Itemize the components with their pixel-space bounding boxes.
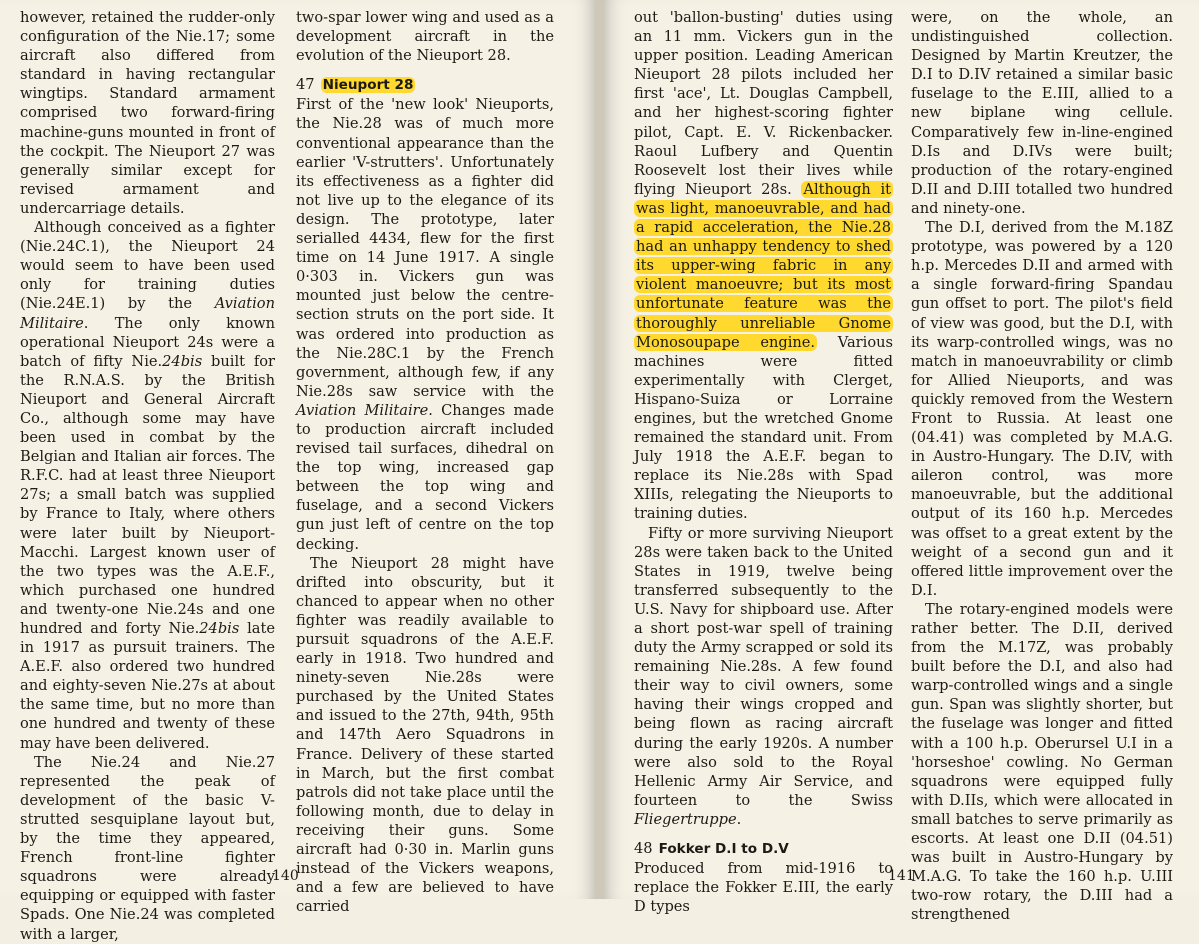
- paragraph: two-spar lower wing and used as a development aircraft in the evolution of the Nieuport 28.: [296, 9, 554, 65]
- page-number-right: 141: [888, 868, 915, 884]
- paragraph: Produced from mid-1916 to replace the Fokker E.III, the early D types: [634, 860, 893, 916]
- text-run: Although conceived as a fighter (Nie.24C.1), the Nieuport 24 would seem to have been used only for training duties (Nie.24E.1) by the: [20, 219, 275, 313]
- text-run: Various machines were fitted experimentally with Clerget, Hispano-Suiza or Lorraine engines, but the wretched Gnome remained the standard unit. From July 1918 the A.E.F. began to replace its Nie.28s with Spad XIIIs, relegating the Nieuports to training duties.: [634, 333, 894, 523]
- italic-run: Aviation Militaire: [20, 295, 275, 332]
- text-column-4: [911, 8, 1173, 925]
- text-column-2: [296, 8, 554, 916]
- text-run: .: [736, 810, 742, 828]
- italic-run: 24bis: [199, 620, 240, 637]
- paragraph: The rotary-engined models were rather better. The D.II, derived from the M.17Z, was probably built before the D.I, and also had warp-controlled wings and a single gun. Span was slightly shorter, but the fuselage was longer and fitted with a 100 h.p. Oberursel U.I in a 'horseshoe' cowling. No German squadrons were equipped fully with D.IIs, which were allocated in small batches to serve primarily as escorts. At least one D.II (04.51) was built in Austro-Hungary by M.A.G. To take the 160 h.p. U.III two-row rotary, the D.III had a strengthened: [911, 600, 1173, 924]
- text-column-1: [20, 8, 275, 944]
- text-run: out 'ballon-busting' duties using an 11 mm. Vickers gun in the upper position. Leading American Nieuport 28 pilots included her first 'ace', Lt. Douglas Campbell, and her highest-scoring fighter pilot, Capt. E. V. Rickenbacker. Raoul Lufbery and Quentin Roosevelt lost their lives while flying Nieuport 28s.: [634, 9, 893, 198]
- section-heading-nieuport-28: [296, 75, 554, 95]
- text-run: . Changes made to production aircraft included revised tail surfaces, dihedral on the top wing, increased gap between the top wing and fuselage, and a second Vickers gun just left of centre on the top decking.: [296, 401, 554, 553]
- text-run: . The only known operational Nieuport 24s were a batch of fifty Nie.: [20, 314, 275, 370]
- italic-run: 24bis: [162, 352, 203, 370]
- section-heading-fokker: [634, 839, 893, 859]
- page-number-left: 140: [272, 868, 299, 884]
- paragraph: [296, 95, 554, 553]
- paragraph: The Nie.24 and Nie.27 represented the peak of development of the basic V-strutted sesquiplane layout but, by the time they appeared, French front-line fighter squadrons were already equipping or equipped with faster Spads. One Nie.24 was completed with a larger,: [20, 753, 275, 943]
- text-run: built for the R.N.A.S. by the British Nieuport and General Aircraft Co., although some may have been used in combat by the Belgian and Italian air forces. The R.F.C. had at least three Nieuport 27s; a small batch was supplied by France to Italy, where others were later built by Nieuport-Macchi. Largest known user of the two types was the A.E.F., which purchased one hundred and twenty-one Nie.24s and one hundred and forty Nie.: [20, 352, 275, 637]
- text-run: Fifty or more surviving Nieuport 28s were taken back to the United States in 1919, twelve being transferred subsequently to the U.S. Navy for shipboard use. After a short post-war spell of training duty the Army scrapped or sold its remaining Nie.28s. A few found their way to civil owners, some having their wings cropped and being flown as racing aircraft during the early 1920s. A number were also sold to the Royal Hellenic Army Air Service, and fourteen to the Swiss: [634, 524, 893, 809]
- section-title: Fokker D.I to D.V: [658, 841, 789, 858]
- section-number: 47: [296, 76, 315, 94]
- italic-run: Aviation Militaire: [296, 401, 429, 419]
- book-gutter: [596, 0, 603, 899]
- text-run: First of the 'new look' Nieuports, the Nie.28 was of much more conventional appearance than the earlier 'V-strutters'. Unfortunately its effectiveness as a fighter did not live up to the elegance of its design. The prototype, later serialled 4434, flew for the first time on 14 June 1917. A single 0·303 in. Vickers gun was mounted just below the centre-section struts on the port side. It was ordered into production as the Nie.28C.1 by the French government, although few, if any Nie.28s saw service with the: [296, 96, 554, 400]
- paragraph: [634, 8, 893, 524]
- paragraph: were, on the whole, an undistinguished collection. Designed by Martin Kreutzer, the D.I to D.IV retained a similar basic fuselage to the E.III, allied to a new biplane wing cellule. Comparatively few in-line-engined D.Is and D.IVs were built; production of the rotary-engined D.II and D.III totalled two hundred and ninety-one.: [911, 9, 1173, 217]
- paragraph: however, retained the rudder-only configuration of the Nie.17; some aircraft also differed from standard in having rectangular wingtips. Standard armament comprised two forward-firing machine-guns mounted in front of the cockpit. The Nieuport 27 was generally similar except for revised armament and undercarriage details.: [20, 9, 275, 217]
- highlighted-passage: Although it was light, manoeuvrable, and had a rapid acceleration, the Nie.28 had an unhappy tendency to shed its upper-wing fabric in any violent manoeuvre; but its most unfortunate feature was the thoroughly unreliable Gnome Monosoupape engine.: [636, 180, 891, 351]
- section-number: 48: [634, 840, 653, 858]
- paragraph: The Nieuport 28 might have drifted into obscurity, but it chanced to appear when no other fighter was readily available to pursuit squadrons of the A.E.F. early in 1918. Two hundred and ninety-seven Nie.28s were purchased by the United States and issued to the 27th, 94th, 95th and 147th Aero Squadrons in France. Delivery of these started in March, but the first combat patrols did not take place until the following month, due to delay in receiving their guns. Some aircraft had 0·30 in. Marlin guns instead of the Vickers weapons, and a few are believed to have carried: [296, 554, 554, 916]
- text-column-3: [634, 8, 893, 916]
- paragraph: [634, 524, 893, 830]
- section-title: Nieuport 28: [322, 77, 414, 94]
- paragraph: The D.I, derived from the M.18Z prototype, was powered by a 120 h.p. Mercedes D.II and armed with a single forward-firing Spandau gun offset to port. The pilot's field of view was good, but the D.I, with its warp-controlled wings, was no match in manoeuvrability or climb for Allied Nieuports, and was quickly removed from the Western Front to Russia. At least one (04.41) was completed by M.A.G. in Austro-Hungary. The D.IV, with aileron control, was more manoeuvrable, but the additional output of its 160 h.p. Mercedes was offset to a great extent by the weight of a second gun and it offered little improvement over the D.I.: [911, 219, 1173, 599]
- text-run: late in 1917 as pursuit trainers. The A.E.F. also ordered two hundred and eighty-seven Nie.27s at about the same time, but no more than one hundred and twenty of these may have been delivered.: [20, 620, 275, 752]
- italic-run: Fliegertruppe: [634, 810, 737, 828]
- paragraph: [20, 218, 275, 753]
